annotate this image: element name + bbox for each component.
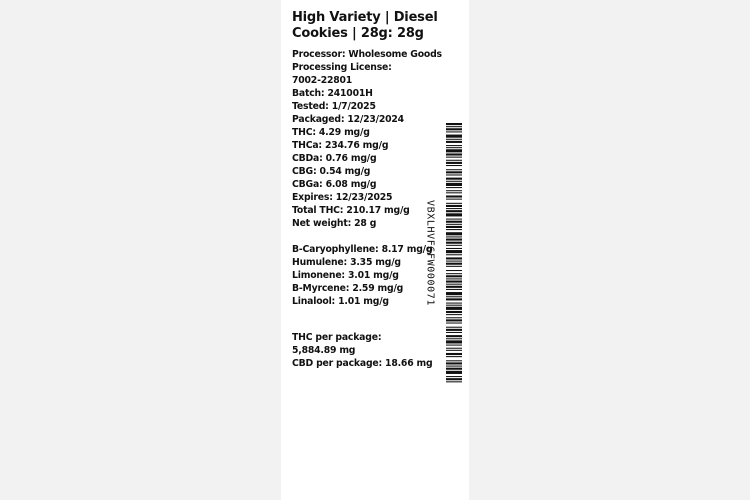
detail-cbda: CBDa: 0.76 mg/g xyxy=(292,153,377,164)
barcode-bar xyxy=(446,332,462,333)
barcode-bar xyxy=(446,141,462,143)
barcode-bar xyxy=(446,345,462,346)
terpene-linalool: Linalool: 1.01 mg/g xyxy=(292,296,389,307)
barcode-bar xyxy=(446,360,462,361)
detail-net-weight: Net weight: 28 g xyxy=(292,218,377,229)
barcode-bar xyxy=(446,263,462,265)
terpene-b-caryophyllene: B-Caryophyllene: 8.17 mg/g xyxy=(292,244,433,255)
barcode-bar xyxy=(446,145,462,146)
barcode-bar xyxy=(446,178,462,180)
barcode-bar xyxy=(446,356,462,357)
detail-processing-license-label: Processing License: xyxy=(292,62,392,73)
barcode-bar xyxy=(446,123,462,125)
barcode-bar xyxy=(446,153,462,155)
barcode-bar xyxy=(446,224,462,225)
barcode-bar xyxy=(446,171,462,173)
barcode-bar xyxy=(446,338,462,339)
barcode-bar xyxy=(446,149,462,152)
barcode-bar xyxy=(446,378,462,380)
barcode-bar xyxy=(446,221,462,223)
detail-processor: Processor: Wholesome Goods xyxy=(292,49,442,60)
barcode-bar xyxy=(446,270,462,271)
label-content xyxy=(292,10,442,370)
barcode xyxy=(446,123,462,383)
barcode-bar xyxy=(446,165,462,166)
barcode-bar xyxy=(446,250,462,253)
barcode-bar xyxy=(446,192,462,193)
barcode-bar xyxy=(446,174,462,175)
barcode-bar xyxy=(446,366,462,367)
barcode-bar xyxy=(446,292,462,295)
barcode-bar xyxy=(446,236,462,237)
barcode-bar xyxy=(446,208,462,209)
barcode-bar xyxy=(446,296,462,297)
detail-tested: Tested: 1/7/2025 xyxy=(292,101,376,112)
terpene-humulene: Humulene: 3.35 mg/g xyxy=(292,257,401,268)
barcode-bar xyxy=(446,226,462,228)
barcode-bar xyxy=(446,266,462,267)
detail-cbg: CBG: 0.54 mg/g xyxy=(292,166,371,177)
terpenes-list xyxy=(292,243,432,308)
barcode-bar xyxy=(446,242,462,244)
barcode-bar xyxy=(446,362,462,364)
terpene-b-myrcene: B-Myrcene: 2.59 mg/g xyxy=(292,283,404,294)
barcode-bar xyxy=(446,229,462,230)
barcode-bar xyxy=(446,128,462,130)
barcode-bar xyxy=(446,254,462,255)
barcode-bar xyxy=(446,350,462,351)
barcode-bar xyxy=(446,257,462,259)
details-list xyxy=(292,48,442,230)
barcode-bar xyxy=(446,289,462,290)
cbd-per-package: CBD per package: 18.66 mg xyxy=(292,358,433,369)
thc-per-package: THC per package: 5,884.89 mg xyxy=(292,332,382,356)
barcode-bar xyxy=(446,160,462,161)
barcode-bar xyxy=(446,368,462,370)
detail-processing-license-number: 7002-22801 xyxy=(292,75,353,86)
barcode-bar xyxy=(446,139,462,140)
barcode-bar xyxy=(446,199,462,200)
detail-batch: Batch: 241001H xyxy=(292,88,373,99)
barcode-bar xyxy=(446,286,462,288)
barcode-bar xyxy=(446,376,462,377)
barcode-bar xyxy=(446,340,462,343)
barcode-bar xyxy=(446,203,462,204)
barcode-bar xyxy=(446,248,462,249)
detail-expires: Expires: 12/23/2025 xyxy=(292,192,393,203)
barcode-bar xyxy=(446,284,462,285)
barcode-bar xyxy=(446,210,462,212)
barcode-bar xyxy=(446,169,462,170)
package-totals xyxy=(292,331,432,370)
product-title: High Variety | Diesel Cookies | 28g: 28g xyxy=(292,10,438,41)
detail-cbga: CBGa: 6.08 mg/g xyxy=(292,179,377,190)
detail-packaged: Packaged: 12/23/2024 xyxy=(292,114,404,125)
barcode-bar xyxy=(446,245,462,246)
barcode-bar xyxy=(446,335,462,337)
barcode-bar xyxy=(446,232,462,235)
barcode-bar xyxy=(446,162,462,164)
detail-total-thc: Total THC: 210.17 mg/g xyxy=(292,205,410,216)
terpene-limonene: Limonene: 3.01 mg/g xyxy=(292,270,399,281)
detail-thca: THCa: 234.76 mg/g xyxy=(292,140,389,151)
barcode-bar xyxy=(446,298,462,300)
barcode-bar xyxy=(446,319,462,321)
barcode-bar xyxy=(446,273,462,274)
barcode-bar xyxy=(446,187,462,188)
barcode-bar xyxy=(446,329,462,331)
barcode-bar xyxy=(446,311,462,313)
barcode-bars xyxy=(446,123,462,382)
barcode-bar xyxy=(446,327,462,328)
spacer xyxy=(292,230,432,243)
barcode-bar xyxy=(446,381,462,382)
barcode-bar xyxy=(446,303,462,304)
spacer xyxy=(292,308,432,331)
barcode-bar xyxy=(446,190,462,191)
barcode-bar xyxy=(446,195,462,197)
barcode-bar xyxy=(446,278,462,279)
barcode-bar xyxy=(446,281,462,283)
barcode-bar xyxy=(446,314,462,315)
barcode-bar xyxy=(446,135,462,138)
barcode-bar xyxy=(446,213,462,216)
barcode-bar xyxy=(446,317,462,318)
barcode-bar xyxy=(446,126,462,127)
barcode-bar xyxy=(446,219,462,220)
barcode-bar xyxy=(446,348,462,349)
barcode-bar xyxy=(446,305,462,306)
barcode-bar xyxy=(446,205,462,207)
barcode-bar xyxy=(446,239,462,241)
barcode-bar xyxy=(446,371,462,374)
barcode-bar xyxy=(446,353,462,355)
barcode-bar xyxy=(446,147,462,148)
barcode-bar xyxy=(446,307,462,310)
barcode-bar xyxy=(446,157,462,158)
barcode-bar xyxy=(446,323,462,324)
barcode-bar xyxy=(446,275,462,277)
barcode-bar xyxy=(446,131,462,132)
barcode-bar xyxy=(446,183,462,186)
barcode-bar xyxy=(446,181,462,182)
product-label xyxy=(281,0,469,500)
barcode-code: VBXLHVF6FW000071 xyxy=(424,200,436,306)
detail-thc: THC: 4.29 mg/g xyxy=(292,127,370,138)
barcode-bar xyxy=(446,261,462,262)
